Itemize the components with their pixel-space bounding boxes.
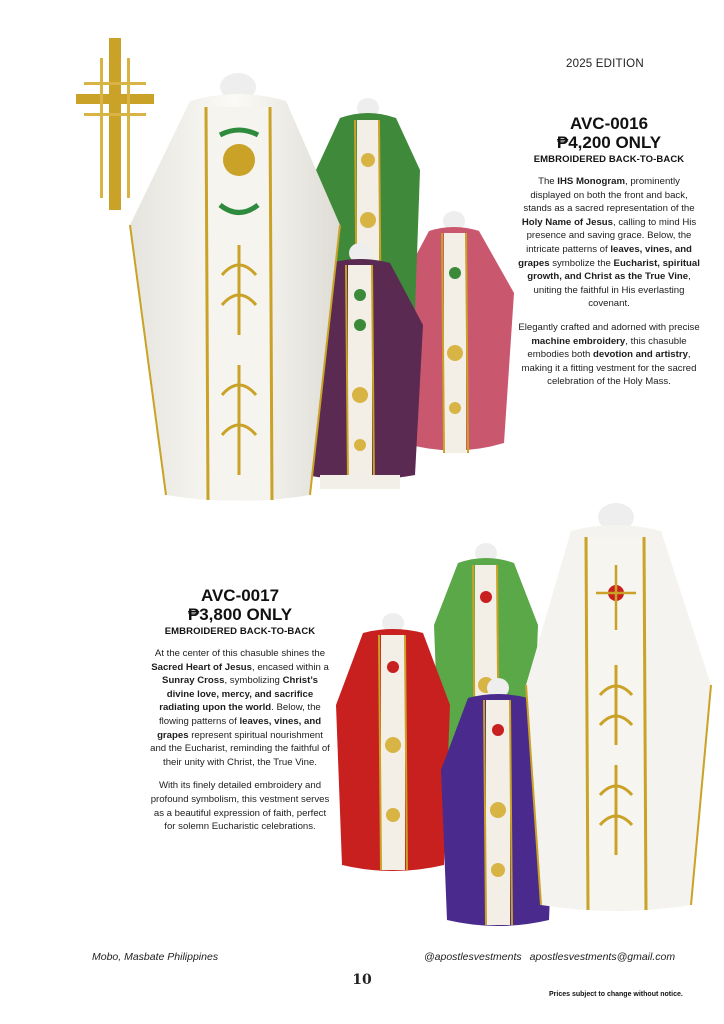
product-avc-0016	[518, 114, 700, 389]
body-text: symbolize the	[549, 257, 614, 269]
body-text: , calling to mind His presence and saving grace. Below, the intricate patterns of	[526, 216, 697, 255]
emphasis-text: devotion and artistry	[593, 349, 688, 361]
white-chasuble-2	[526, 503, 711, 911]
product-code: AVC-0016	[569, 114, 649, 133]
body-text: represent spiritual nourishment and the Eucharist, reminding the faithful of their unity with Christ, the True Vine.	[150, 729, 330, 768]
body-text: , symbolizing	[224, 675, 283, 687]
body-text: , making it a fitting vestment for the sacred celebration of the Holy Mass.	[521, 349, 697, 388]
emphasis-text: leaves, vines, and grapes	[518, 243, 692, 269]
vestment-group-avc-0017	[338, 505, 713, 935]
body-text: Elegantly crafted and adorned with precise	[518, 321, 700, 333]
white-chasuble	[130, 73, 340, 501]
body-text: . Below, the flowing patterns of	[158, 702, 321, 727]
emphasis-text: Eucharist, spiritual growth, and Christ as the True Vine	[527, 257, 700, 283]
body-text: At the center of this chasuble shines the	[154, 648, 326, 659]
product-description-2	[518, 321, 700, 389]
emphasis-text: Christ’s divine love, mercy, and sacrifice radiating upon the world	[159, 675, 318, 714]
product-description-2	[150, 779, 330, 833]
product-price: ₱4,200 ONLY	[556, 133, 662, 152]
product-description	[150, 647, 330, 769]
body-text: , prominently displayed on both the front and back, stands as a sacred representation of the	[523, 176, 695, 215]
body-text: With its finely detailed embroidery and profound symbolism, this vestment serves as a beautiful expression of faith, perfect for solemn Eucharistic celebrations.	[150, 780, 330, 833]
emphasis-text: Holy Name of Jesus	[521, 216, 613, 228]
social-handle[interactable]: @apostlesvestments	[424, 951, 522, 963]
product-description	[518, 175, 700, 311]
body-text: , this chasuble embodies both	[527, 335, 687, 361]
price-disclaimer: Prices subject to change without notice.	[549, 991, 683, 998]
footer-location: Mobo, Masbate Philippines	[92, 951, 219, 963]
email-link[interactable]: apostlesvestments@gmail.com	[529, 951, 676, 963]
red-chasuble	[336, 613, 450, 871]
emphasis-text: IHS Monogram	[557, 176, 625, 187]
product-price: ₱3,800 ONLY	[187, 605, 293, 624]
emphasis-text: Sacred Heart of Jesus	[151, 661, 252, 673]
body-text: , encased within a	[251, 661, 329, 673]
emphasis-text: machine embroidery	[531, 335, 626, 347]
body-text: , uniting the faithful in His everlasting covenant.	[533, 271, 691, 310]
page-number: 10	[352, 972, 372, 988]
emphasis-text: Sunray Cross	[162, 675, 225, 687]
edition-label: 2025 EDITION	[566, 58, 644, 70]
emphasis-text: leaves, vines, and grapes	[157, 715, 322, 741]
footer-contact	[424, 951, 675, 963]
body-text: The	[538, 176, 558, 187]
vestment-group-avc-0016	[120, 75, 520, 515]
product-avc-0017	[150, 586, 330, 834]
product-code: AVC-0017	[200, 586, 280, 605]
product-subtitle: EMBROIDERED BACK-TO-BACK	[164, 626, 316, 637]
product-subtitle: EMBROIDERED BACK-TO-BACK	[533, 154, 685, 165]
